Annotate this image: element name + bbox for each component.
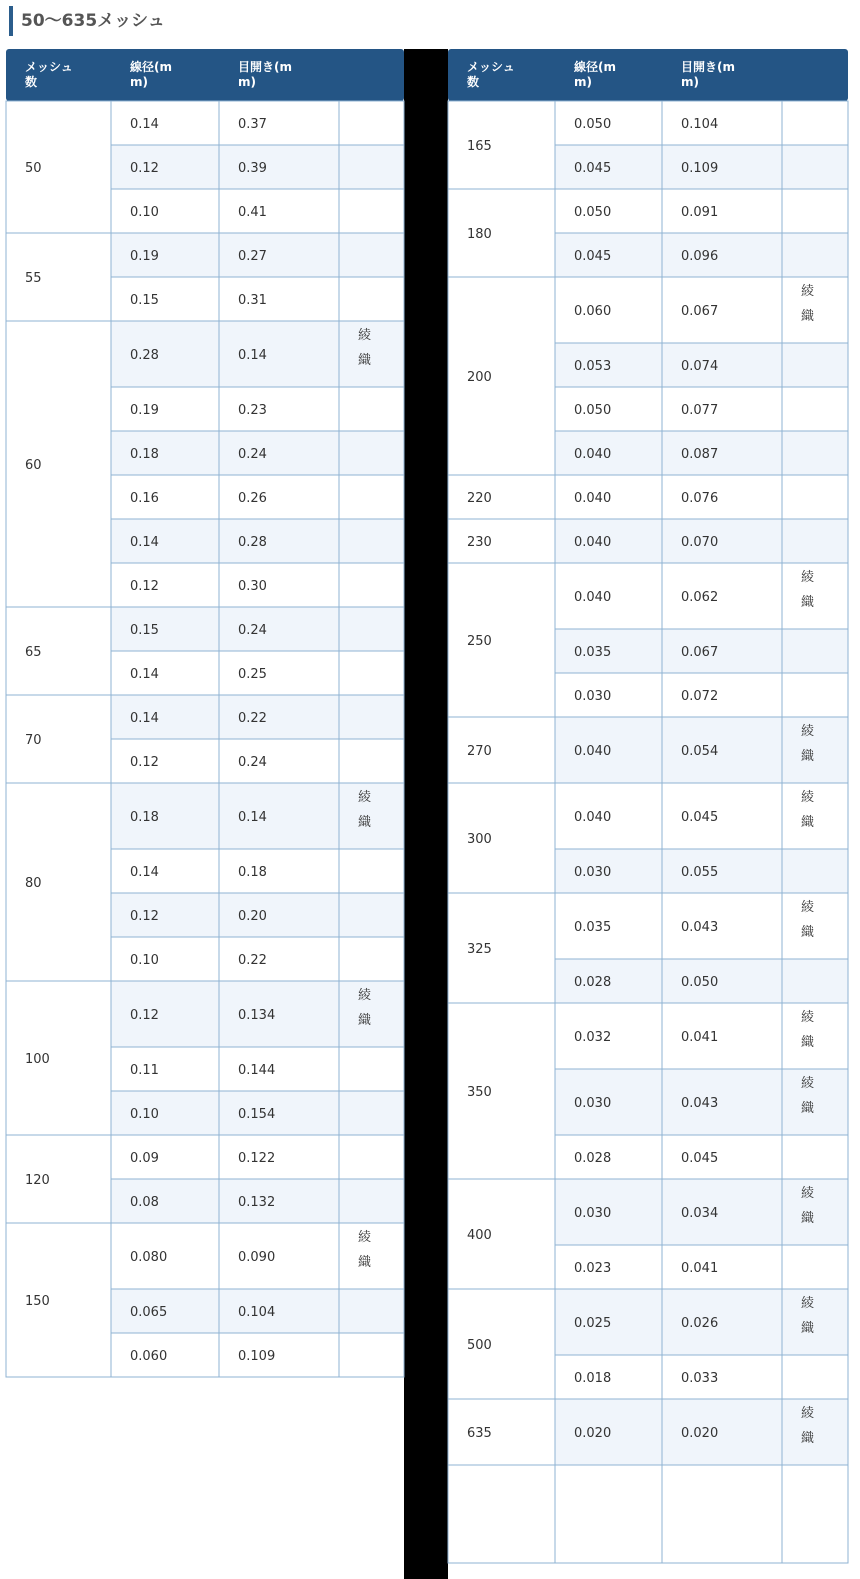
opening-cell: 0.043: [681, 1096, 719, 1111]
wire-diameter-cell: 0.040: [574, 810, 612, 825]
header-label: メッシュ: [25, 60, 73, 74]
weave-cell: 綾: [358, 988, 372, 1003]
header-label: 目開き(m: [681, 60, 735, 74]
weave-cell: 織: [801, 1211, 815, 1226]
opening-cell: 0.18: [238, 865, 267, 880]
weave-cell: 織: [801, 925, 815, 940]
wire-diameter-cell: 0.035: [574, 920, 612, 935]
opening-cell: 0.22: [238, 711, 267, 726]
wire-diameter-cell: 0.10: [130, 1107, 159, 1122]
header-label: 線径(m: [130, 60, 172, 74]
wire-diameter-cell: 0.19: [130, 403, 159, 418]
opening-cell: 0.14: [238, 810, 267, 825]
opening-cell: 0.41: [238, 205, 267, 220]
opening-cell: 0.076: [681, 491, 719, 506]
table-divider: [404, 49, 448, 1579]
mesh-cell: [6, 981, 111, 1135]
opening-cell: 0.041: [681, 1261, 719, 1276]
opening-cell: 0.020: [681, 1426, 719, 1441]
mesh-count-label: 300: [467, 832, 492, 847]
wire-diameter-cell: 0.18: [130, 447, 159, 462]
wire-diameter-cell: 0.09: [130, 1151, 159, 1166]
mesh-count-label: 70: [25, 733, 42, 748]
weave-cell: 織: [801, 815, 815, 830]
wire-diameter-cell: 0.12: [130, 909, 159, 924]
mesh-count-label: 325: [467, 942, 492, 957]
mesh-count-label: 80: [25, 876, 42, 891]
mesh-cell: [6, 783, 111, 981]
header-label: m): [238, 75, 256, 89]
wire-diameter-cell: 0.050: [574, 403, 612, 418]
wire-diameter-cell: 0.065: [130, 1305, 168, 1320]
mesh-cell: [448, 189, 555, 277]
wire-diameter-cell: 0.032: [574, 1030, 612, 1045]
opening-cell: 0.045: [681, 1151, 719, 1166]
wire-diameter-cell: 0.15: [130, 623, 159, 638]
opening-cell: 0.104: [681, 117, 719, 132]
opening-cell: 0.070: [681, 535, 719, 550]
wire-diameter-cell: 0.040: [574, 744, 612, 759]
weave-cell: 綾: [801, 790, 815, 805]
mesh-count-label: 250: [467, 634, 492, 649]
header-label: 線径(m: [574, 60, 616, 74]
wire-diameter-cell: 0.12: [130, 579, 159, 594]
wire-diameter-cell: 0.14: [130, 711, 159, 726]
opening-cell: 0.043: [681, 920, 719, 935]
weave-cell: 綾: [801, 1406, 815, 1421]
wire-diameter-cell: 0.035: [574, 645, 612, 660]
mesh-count-label: 270: [467, 744, 492, 759]
wire-diameter-cell: 0.080: [130, 1250, 168, 1265]
wire-diameter-cell: 0.045: [574, 249, 612, 264]
mesh-count-label: 60: [25, 458, 42, 473]
wire-diameter-cell: 0.08: [130, 1195, 159, 1210]
mesh-count-label: 400: [467, 1228, 492, 1243]
wire-diameter-cell: 0.14: [130, 117, 159, 132]
weave-cell: 織: [358, 1013, 372, 1028]
wire-diameter-cell: 0.030: [574, 689, 612, 704]
opening-cell: 0.26: [238, 491, 267, 506]
opening-cell: 0.37: [238, 117, 267, 132]
weave-cell: 綾: [801, 900, 815, 915]
header-label: 目開き(m: [238, 60, 292, 74]
header-label: メッシュ: [467, 60, 515, 74]
opening-cell: 0.055: [681, 865, 719, 880]
weave-cell: 綾: [801, 724, 815, 739]
weave-cell: 綾: [801, 1010, 815, 1025]
opening-cell: 0.067: [681, 304, 719, 319]
opening-cell: 0.132: [238, 1195, 276, 1210]
header-label: m): [574, 75, 592, 89]
header-label: m): [681, 75, 699, 89]
mesh-count-label: 220: [467, 491, 492, 506]
wire-diameter-cell: 0.030: [574, 1096, 612, 1111]
opening-cell: 0.062: [681, 590, 719, 605]
wire-diameter-cell: 0.028: [574, 975, 612, 990]
opening-cell: 0.041: [681, 1030, 719, 1045]
opening-cell: 0.087: [681, 447, 719, 462]
weave-cell: 綾: [801, 1076, 815, 1091]
opening-cell: 0.31: [238, 293, 267, 308]
mesh-count-label: 120: [25, 1173, 50, 1188]
opening-cell: 0.067: [681, 645, 719, 660]
mesh-count-label: 50: [25, 161, 42, 176]
table-header: [6, 49, 404, 101]
header-label: m): [130, 75, 148, 89]
wire-diameter-cell: 0.14: [130, 865, 159, 880]
opening-cell: 0.096: [681, 249, 719, 264]
opening-cell: 0.28: [238, 535, 267, 550]
opening-cell: 0.134: [238, 1008, 276, 1023]
mesh-count-label: 150: [25, 1294, 50, 1309]
mesh-cell: [448, 1179, 555, 1289]
wire-diameter-cell: 0.030: [574, 865, 612, 880]
wire-diameter-cell: 0.18: [130, 810, 159, 825]
mesh-cell: [6, 1135, 111, 1223]
opening-cell: 0.39: [238, 161, 267, 176]
opening-cell: 0.122: [238, 1151, 276, 1166]
opening-cell: 0.104: [238, 1305, 276, 1320]
opening-cell: 0.077: [681, 403, 719, 418]
wire-diameter-cell: 0.025: [574, 1316, 612, 1331]
weave-cell: 綾: [801, 284, 815, 299]
weave-cell: 織: [801, 1431, 815, 1446]
opening-cell: 0.050: [681, 975, 719, 990]
mesh-cell: [448, 519, 555, 563]
table-header: [448, 49, 848, 101]
weave-cell: 織: [801, 309, 815, 324]
opening-cell: 0.20: [238, 909, 267, 924]
wire-diameter-cell: 0.060: [574, 304, 612, 319]
opening-cell: 0.154: [238, 1107, 276, 1122]
opening-cell: 0.090: [238, 1250, 276, 1265]
wire-diameter-cell: 0.14: [130, 535, 159, 550]
wire-diameter-cell: 0.050: [574, 117, 612, 132]
weave-cell: 綾: [801, 1186, 815, 1201]
opening-cell: 0.23: [238, 403, 267, 418]
opening-cell: 0.22: [238, 953, 267, 968]
wire-diameter-cell: 0.28: [130, 348, 159, 363]
section-title-text: 50〜635メッシュ: [21, 11, 165, 31]
opening-cell: 0.109: [681, 161, 719, 176]
wire-diameter-cell: 0.10: [130, 205, 159, 220]
mesh-count-label: 165: [467, 139, 492, 154]
mesh-cell: [448, 563, 555, 717]
mesh-cell: [448, 1289, 555, 1399]
weave-cell: 織: [801, 1035, 815, 1050]
header-label: 数: [25, 75, 38, 89]
weave-cell: 綾: [358, 1230, 372, 1245]
mesh-cell: [448, 893, 555, 1003]
wire-diameter-cell: 0.16: [130, 491, 159, 506]
wire-diameter-cell: 0.040: [574, 491, 612, 506]
mesh-cell: [448, 1399, 555, 1465]
mesh-cell: [448, 717, 555, 783]
mesh-count-label: 635: [467, 1426, 492, 1441]
wire-diameter-cell: 0.11: [130, 1063, 159, 1078]
wire-diameter-cell: 0.060: [130, 1349, 168, 1364]
opening-cell: 0.24: [238, 623, 267, 638]
wire-diameter-cell: 0.028: [574, 1151, 612, 1166]
mesh-cell: [6, 1223, 111, 1377]
mesh-cell: [448, 101, 555, 189]
opening-cell: 0.14: [238, 348, 267, 363]
weave-cell: 織: [801, 595, 815, 610]
weave-cell: 綾: [358, 790, 372, 805]
wire-diameter-cell: 0.12: [130, 755, 159, 770]
wire-diameter-cell: 0.023: [574, 1261, 612, 1276]
opening-cell: 0.25: [238, 667, 267, 682]
opening-cell: 0.033: [681, 1371, 719, 1386]
weave-cell: 織: [358, 353, 372, 368]
mesh-cell: [448, 475, 555, 519]
weave-cell: 織: [801, 749, 815, 764]
weave-cell: 織: [801, 1101, 815, 1116]
weave-cell: 織: [801, 1321, 815, 1336]
weave-cell: 綾: [801, 570, 815, 585]
wire-diameter-cell: 0.19: [130, 249, 159, 264]
mesh-count-label: 55: [25, 271, 42, 286]
opening-cell: 0.27: [238, 249, 267, 264]
mesh-cell: [6, 101, 111, 233]
header-label: 数: [467, 75, 480, 89]
mesh-count-label: 200: [467, 370, 492, 385]
wire-diameter-cell: 0.14: [130, 667, 159, 682]
wire-diameter-cell: 0.020: [574, 1426, 612, 1441]
opening-cell: 0.054: [681, 744, 719, 759]
opening-cell: 0.30: [238, 579, 267, 594]
mesh-cell: [6, 607, 111, 695]
mesh-count-label: 350: [467, 1085, 492, 1100]
empty-row: [448, 1465, 848, 1563]
weave-cell: 織: [358, 815, 372, 830]
wire-diameter-cell: 0.045: [574, 161, 612, 176]
opening-cell: 0.045: [681, 810, 719, 825]
opening-cell: 0.034: [681, 1206, 719, 1221]
opening-cell: 0.091: [681, 205, 719, 220]
wire-diameter-cell: 0.15: [130, 293, 159, 308]
mesh-cell: [6, 695, 111, 783]
opening-cell: 0.072: [681, 689, 719, 704]
wire-diameter-cell: 0.050: [574, 205, 612, 220]
wire-diameter-cell: 0.018: [574, 1371, 612, 1386]
opening-cell: 0.109: [238, 1349, 276, 1364]
wire-diameter-cell: 0.040: [574, 535, 612, 550]
mesh-count-label: 230: [467, 535, 492, 550]
mesh-count-label: 65: [25, 645, 42, 660]
wire-diameter-cell: 0.053: [574, 359, 612, 374]
wire-diameter-cell: 0.12: [130, 161, 159, 176]
mesh-count-label: 100: [25, 1052, 50, 1067]
mesh-count-label: 180: [467, 227, 492, 242]
opening-cell: 0.026: [681, 1316, 719, 1331]
weave-cell: 織: [358, 1255, 372, 1270]
mesh-cell: [6, 233, 111, 321]
mesh-cell: [448, 783, 555, 893]
wire-diameter-cell: 0.030: [574, 1206, 612, 1221]
opening-cell: 0.24: [238, 755, 267, 770]
wire-diameter-cell: 0.040: [574, 590, 612, 605]
mesh-cell: [6, 321, 111, 607]
opening-cell: 0.074: [681, 359, 719, 374]
opening-cell: 0.24: [238, 447, 267, 462]
mesh-cell: [448, 277, 555, 475]
mesh-cell: [448, 1003, 555, 1179]
weave-cell: 綾: [801, 1296, 815, 1311]
wire-diameter-cell: 0.12: [130, 1008, 159, 1023]
wire-diameter-cell: 0.10: [130, 953, 159, 968]
opening-cell: 0.144: [238, 1063, 276, 1078]
mesh-count-label: 500: [467, 1338, 492, 1353]
wire-diameter-cell: 0.040: [574, 447, 612, 462]
weave-cell: 綾: [358, 328, 372, 343]
